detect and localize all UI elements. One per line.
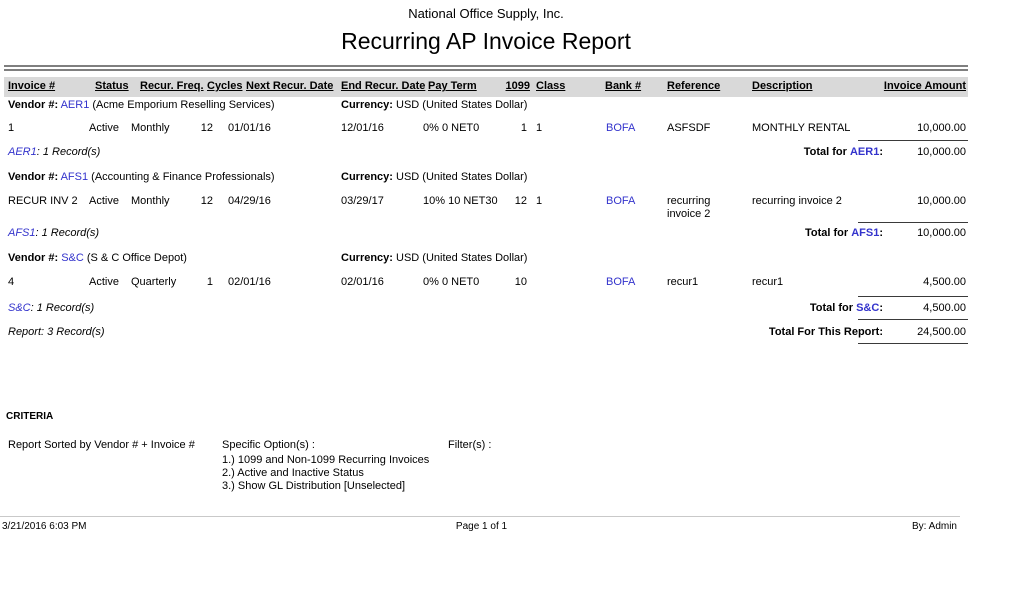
- cell-description: MONTHLY RENTAL: [752, 122, 851, 134]
- cell-status: Active: [89, 276, 119, 288]
- footer-divider-line: [0, 516, 960, 517]
- vendor-header: [8, 99, 275, 111]
- total-for-text: Total for: [803, 146, 847, 158]
- company-name: National Office Supply, Inc.: [408, 6, 564, 21]
- currency-label: Currency:: [341, 252, 393, 264]
- report-total-label: Total For This Report:: [768, 326, 883, 338]
- cell-pay-term: 0% 0 NET0: [423, 122, 480, 134]
- cell-invoice: RECUR INV 2: [8, 195, 78, 207]
- report-record-count: Report: 3 Record(s): [8, 326, 105, 338]
- cell-reference: recurring invoice 2: [667, 195, 711, 220]
- total-colon: :: [879, 146, 883, 158]
- currency-value: USD (United States Dollar): [396, 99, 528, 111]
- total-colon: :: [879, 227, 883, 239]
- currency-value: USD (United States Dollar): [396, 252, 528, 264]
- col-header-invoice: Invoice #: [8, 80, 56, 92]
- record-count-text: : 1 Record(s): [30, 302, 95, 314]
- col-header-recur-freq: Recur. Freq.: [140, 80, 204, 92]
- total-vendor-code-link[interactable]: AER1: [849, 146, 880, 158]
- report-total-rule-top: [858, 319, 968, 320]
- col-header-reference: Reference: [667, 80, 721, 92]
- col-header-next-date: Next Recur. Date: [246, 80, 334, 92]
- col-header-bank: Bank #: [605, 80, 642, 92]
- cell-1099: 12: [514, 195, 527, 207]
- vendor-code-link[interactable]: AFS1: [60, 171, 89, 183]
- group-record-count: [8, 227, 99, 239]
- currency-label: Currency:: [341, 171, 393, 183]
- col-header-1099: 1099: [505, 80, 530, 92]
- cell-recur-freq: Monthly: [131, 195, 170, 207]
- cell-reference: recur1: [667, 276, 699, 288]
- cell-recur-freq: Quarterly: [131, 276, 177, 288]
- total-for-text: Total for: [804, 227, 849, 239]
- col-header-class: Class: [536, 80, 566, 92]
- cell-amount: 10,000.00: [917, 122, 966, 134]
- cell-pay-term: 10% 10 NET30: [423, 195, 498, 207]
- cell-reference: ASFSDF: [667, 122, 711, 134]
- cell-recur-freq: Monthly: [131, 122, 170, 134]
- vendor-code-link[interactable]: S&C: [61, 252, 84, 264]
- currency-line: [341, 99, 527, 111]
- vendor-name: (Acme Emporium Reselling Services): [92, 99, 275, 111]
- footer-datetime: 3/21/2016 6:03 PM: [2, 521, 87, 532]
- cell-next-date: 02/01/16: [228, 276, 271, 288]
- cell-cycles: 12: [200, 122, 213, 134]
- group-total-label: [583, 302, 883, 314]
- cell-next-date: 01/01/16: [228, 122, 271, 134]
- cell-end-date: 12/01/16: [341, 122, 384, 134]
- record-count-text: : 1 Record(s): [36, 146, 101, 158]
- group-total-amount: 10,000.00: [917, 146, 966, 158]
- total-for-text: Total for: [809, 302, 854, 314]
- record-vendor-code: AER1: [8, 146, 37, 158]
- group-total-amount: 10,000.00: [917, 227, 966, 239]
- cell-status: Active: [89, 195, 119, 207]
- record-vendor-code: S&C: [8, 302, 31, 314]
- cell-1099: 10: [514, 276, 527, 288]
- group-total-amount: 4,500.00: [923, 302, 966, 314]
- cell-cycles: 12: [200, 195, 213, 207]
- group-total-label: [583, 146, 883, 158]
- group-record-count: [8, 302, 94, 314]
- top-divider-line-2: [4, 69, 968, 71]
- report-total-rule-bottom: [858, 343, 968, 344]
- cell-1099: 1: [520, 122, 527, 134]
- vendor-name: (S & C Office Depot): [86, 252, 187, 264]
- criteria-option: 1.) 1099 and Non-1099 Recurring Invoices: [222, 454, 430, 466]
- col-header-amount: Invoice Amount: [883, 80, 966, 92]
- group-total-label: [583, 227, 883, 239]
- cell-next-date: 04/29/16: [228, 195, 271, 207]
- cell-pay-term: 0% 0 NET0: [423, 276, 480, 288]
- cell-cycles: 1: [206, 276, 213, 288]
- cell-end-date: 02/01/16: [341, 276, 384, 288]
- vendor-header: [8, 171, 275, 183]
- cell-bank-link[interactable]: BOFA: [606, 195, 636, 207]
- vendor-label: Vendor #:: [8, 171, 59, 183]
- total-colon: :: [879, 302, 883, 314]
- col-header-cycles: Cycles: [207, 80, 243, 92]
- currency-value: USD (United States Dollar): [396, 171, 528, 183]
- record-count-text: : 1 Record(s): [35, 227, 100, 239]
- cell-end-date: 03/29/17: [341, 195, 384, 207]
- total-rule: [858, 296, 968, 297]
- cell-amount: 10,000.00: [917, 195, 966, 207]
- cell-status: Active: [89, 122, 119, 134]
- footer-run-by: By: Admin: [911, 521, 957, 532]
- record-vendor-code: AFS1: [8, 227, 36, 239]
- cell-bank-link[interactable]: BOFA: [606, 122, 636, 134]
- cell-class: 1: [536, 122, 543, 134]
- vendor-label: Vendor #:: [8, 252, 59, 264]
- vendor-name: (Accounting & Finance Professionals): [91, 171, 275, 183]
- cell-amount: 4,500.00: [923, 276, 966, 288]
- criteria-filters-label: Filter(s) :: [448, 439, 492, 451]
- vendor-header: [8, 252, 187, 264]
- criteria-option: 2.) Active and Inactive Status: [222, 467, 364, 479]
- cell-description: recurring invoice 2: [752, 195, 842, 207]
- cell-description: recur1: [752, 276, 784, 288]
- currency-label: Currency:: [341, 99, 393, 111]
- currency-line: [341, 252, 527, 264]
- total-rule: [858, 222, 968, 223]
- col-header-pay-term: Pay Term: [428, 80, 477, 92]
- col-header-status: Status: [95, 80, 129, 92]
- top-divider-line-1: [4, 65, 968, 67]
- criteria-sort-order: Report Sorted by Vendor # + Invoice #: [8, 439, 195, 451]
- cell-bank-link[interactable]: BOFA: [606, 276, 636, 288]
- col-header-description: Description: [752, 80, 813, 92]
- report-title: Recurring AP Invoice Report: [341, 28, 631, 54]
- footer-page-number: Page 1 of 1: [455, 521, 508, 532]
- vendor-label: Vendor #:: [8, 99, 59, 111]
- cell-class: 1: [536, 195, 543, 207]
- total-vendor-code-link[interactable]: S&C: [856, 302, 880, 314]
- group-record-count: [8, 146, 100, 158]
- col-header-end-date: End Recur. Date: [341, 80, 426, 92]
- currency-line: [341, 171, 527, 183]
- total-rule: [858, 140, 968, 141]
- cell-invoice: 1: [8, 122, 15, 134]
- total-vendor-code-link[interactable]: AFS1: [851, 227, 880, 239]
- criteria-option: 3.) Show GL Distribution [Unselected]: [222, 480, 406, 492]
- report-total-amount: 24,500.00: [917, 326, 966, 338]
- criteria-options-label: Specific Option(s) :: [222, 439, 315, 451]
- criteria-heading: CRITERIA: [6, 411, 54, 422]
- vendor-code-link[interactable]: AER1: [60, 99, 90, 111]
- cell-invoice: 4: [8, 276, 15, 288]
